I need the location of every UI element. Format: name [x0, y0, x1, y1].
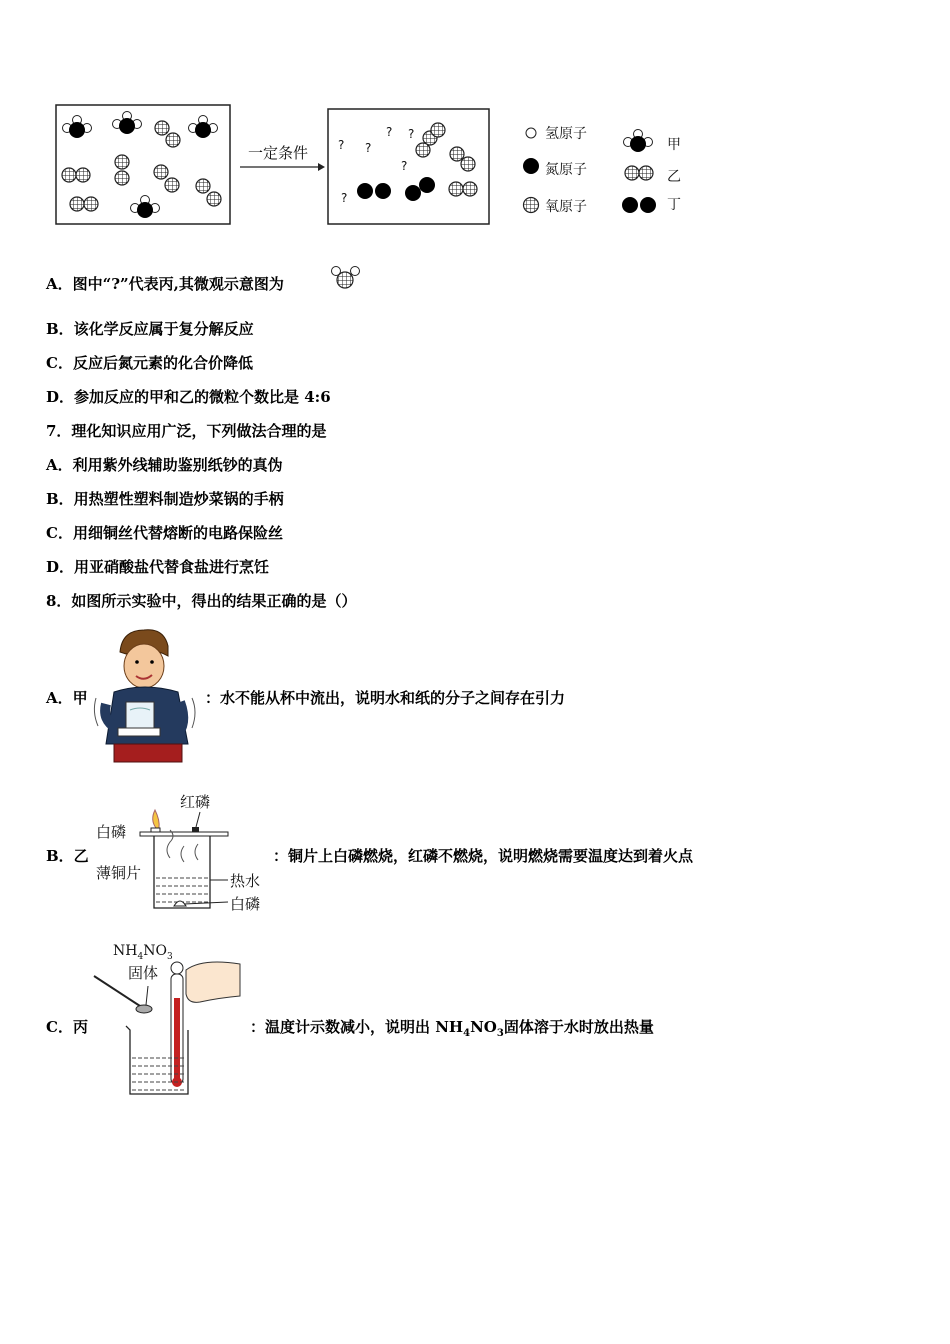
unknown-mark: ?	[386, 125, 393, 139]
nh4no3-formula-label: $NH_4NO_3$	[113, 943, 173, 962]
q8-stem: 8．如图所示实验中，得出的结果正确的是（）	[46, 592, 357, 610]
water-molecule-icon	[330, 264, 362, 292]
legend-yi-label: 乙	[667, 169, 681, 185]
legend-hydrogen-label: 氢原子	[545, 126, 587, 142]
unknown-mark: ?	[401, 159, 408, 173]
q8-option-c-prefix: C．丙	[46, 1018, 88, 1036]
unknown-mark: ?	[408, 127, 415, 141]
products-box	[327, 108, 491, 226]
thermometer-beaker-apparatus	[90, 958, 245, 1100]
legend-yi-molecule-icon	[620, 163, 660, 183]
q7-option-b: B．用热塑性塑料制造炒菜锅的手柄	[46, 490, 284, 508]
reaction-arrow-icon	[240, 162, 325, 172]
red-phosphorus-label: 红磷	[180, 793, 211, 811]
legend-jia-label: 甲	[667, 137, 681, 153]
q6-option-b: B．该化学反应属于复分解反应	[46, 320, 254, 338]
hot-water-label: 热水	[230, 872, 261, 890]
q6-option-d: D．参加反应的甲和乙的微粒个数比是 4:6	[46, 388, 331, 406]
unknown-mark: ?	[338, 138, 345, 152]
q6-option-c: C．反应后氮元素的化合价降低	[46, 354, 253, 372]
unknown-mark: ?	[365, 141, 372, 155]
q7-option-c: C．用细铜丝代替熔断的电路保险丝	[46, 524, 283, 542]
reactants-box	[55, 104, 233, 226]
q7-option-d: D．用亚硝酸盐代替食盐进行烹饪	[46, 558, 270, 576]
arrow-label: 一定条件	[248, 144, 309, 162]
legend-hydrogen-icon	[524, 126, 538, 140]
legend-ding-molecule-icon	[620, 194, 660, 216]
copper-plate-label: 薄铜片	[96, 864, 142, 882]
legend-ding-label: 丁	[667, 197, 681, 213]
q8-option-a-prefix: A．甲	[46, 689, 88, 707]
unknown-mark: ?	[341, 191, 348, 205]
q7-option-a: A．利用紫外线辅助鉴别纸钞的真伪	[46, 456, 283, 474]
legend-nitrogen-icon	[522, 157, 540, 175]
legend-oxygen-icon	[522, 196, 540, 214]
q8-option-c-text: ：温度计示数减小，说明出 $NH_4NO_3$固体溶于水时放出热量	[250, 1018, 654, 1039]
q8-option-b-prefix: B．乙	[46, 847, 89, 865]
q8-option-a-text: ：水不能从杯中流出，说明水和纸的分子之间存在引力	[205, 689, 566, 707]
legend-jia-molecule-icon	[616, 126, 660, 156]
solid-label: 固体	[128, 964, 159, 982]
legend-oxygen-label: 氧原子	[545, 199, 587, 215]
q8-option-b-text: ：铜片上白磷燃烧，红磷不燃烧，说明燃烧需要温度达到着火点	[273, 847, 694, 865]
legend-nitrogen-label: 氮原子	[545, 162, 587, 178]
q7-stem: 7．理化知识应用广泛，下列做法合理的是	[46, 422, 327, 440]
q6-option-a: A．图中“?”代表丙,其微观示意图为	[46, 275, 284, 293]
boy-cup-illustration	[92, 624, 204, 764]
white-phosphorus-label: 白磷	[96, 823, 127, 841]
white-phosphorus-water-label: 白磷	[230, 895, 261, 913]
